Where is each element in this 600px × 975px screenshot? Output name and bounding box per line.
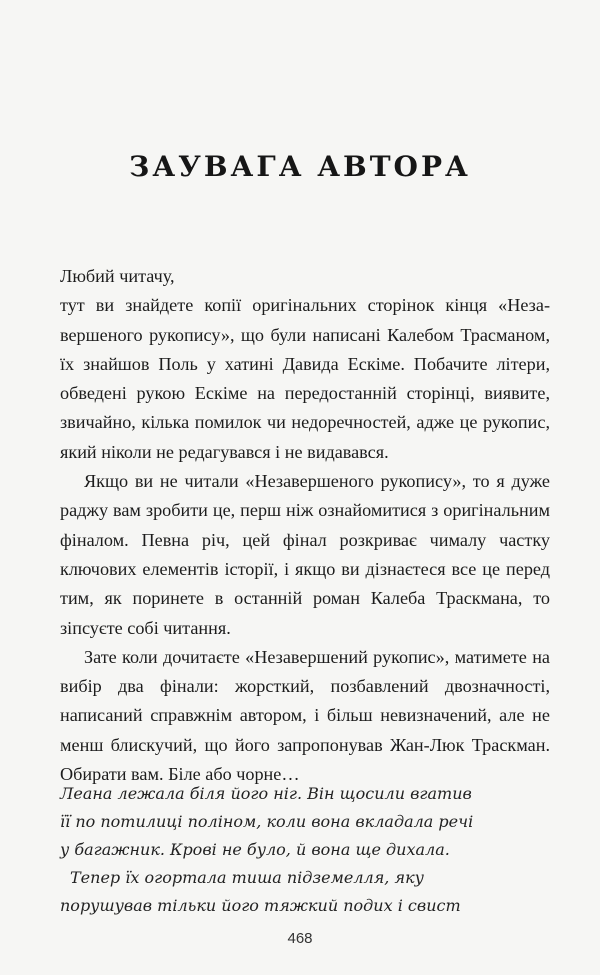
handwritten-line: Леана лежала біля його ніг. Він щосили вгатив [60,784,472,803]
handwritten-line: Тепер їх огортала тиша підземелля, яку [70,868,424,887]
handwritten-line: порушував тільки його тяжкий подих і свист [60,896,461,915]
paragraph-1: тут ви знайдете копії оригінальних сторінок кінця «Незавершеного рукопису», що були написані Калебом Трасманом, їх знайшов Поль у хатині Давида Ескіме. Побачите літери, обведені рукою Ескіме на передостанній сторінці, виявите, звичайно, кілька помилок чи недоречностей, адже це рукопис, який ніколи не редагувався і не видавався. [60,295,550,462]
paragraph-2: Якщо ви не читали «Незавершеного рукопису», то я дуже раджу вам зробити це, перш ніж ознайомитися з оригінальним фіналом. Певна річ, цей фінал розкриває чималу частку ключових елементів історії, і якщо ви дізнаєтеся все це перед тим, як поринете в останній роман Калеба Траскмана, то зіпсуєте собі читання. [60,471,550,638]
page-title: ЗАУВАГА АВТОРА [129,150,471,183]
handwritten-excerpt [60,780,550,920]
handwritten-line: у багажник. Крові не було, й вона ще дихала. [60,840,450,859]
author-note-body [60,262,550,789]
paragraph-3: Зате коли дочитаєте «Незавершений рукопис», матимете на вибір два фінали: жорсткий, позбавлений двозначності, написаний справжнім автором, і більш невизначений, але не менш блискучий, що його запропонував Жан-Люк Траскман. Обирати вам. Біле або чорне… [60,646,550,785]
greeting-paragraph: Любий читачу, [60,266,175,286]
handwritten-line: її по потилиці поліном, коли вона вкладала речі [60,812,474,831]
page-number: 468 [287,930,313,947]
